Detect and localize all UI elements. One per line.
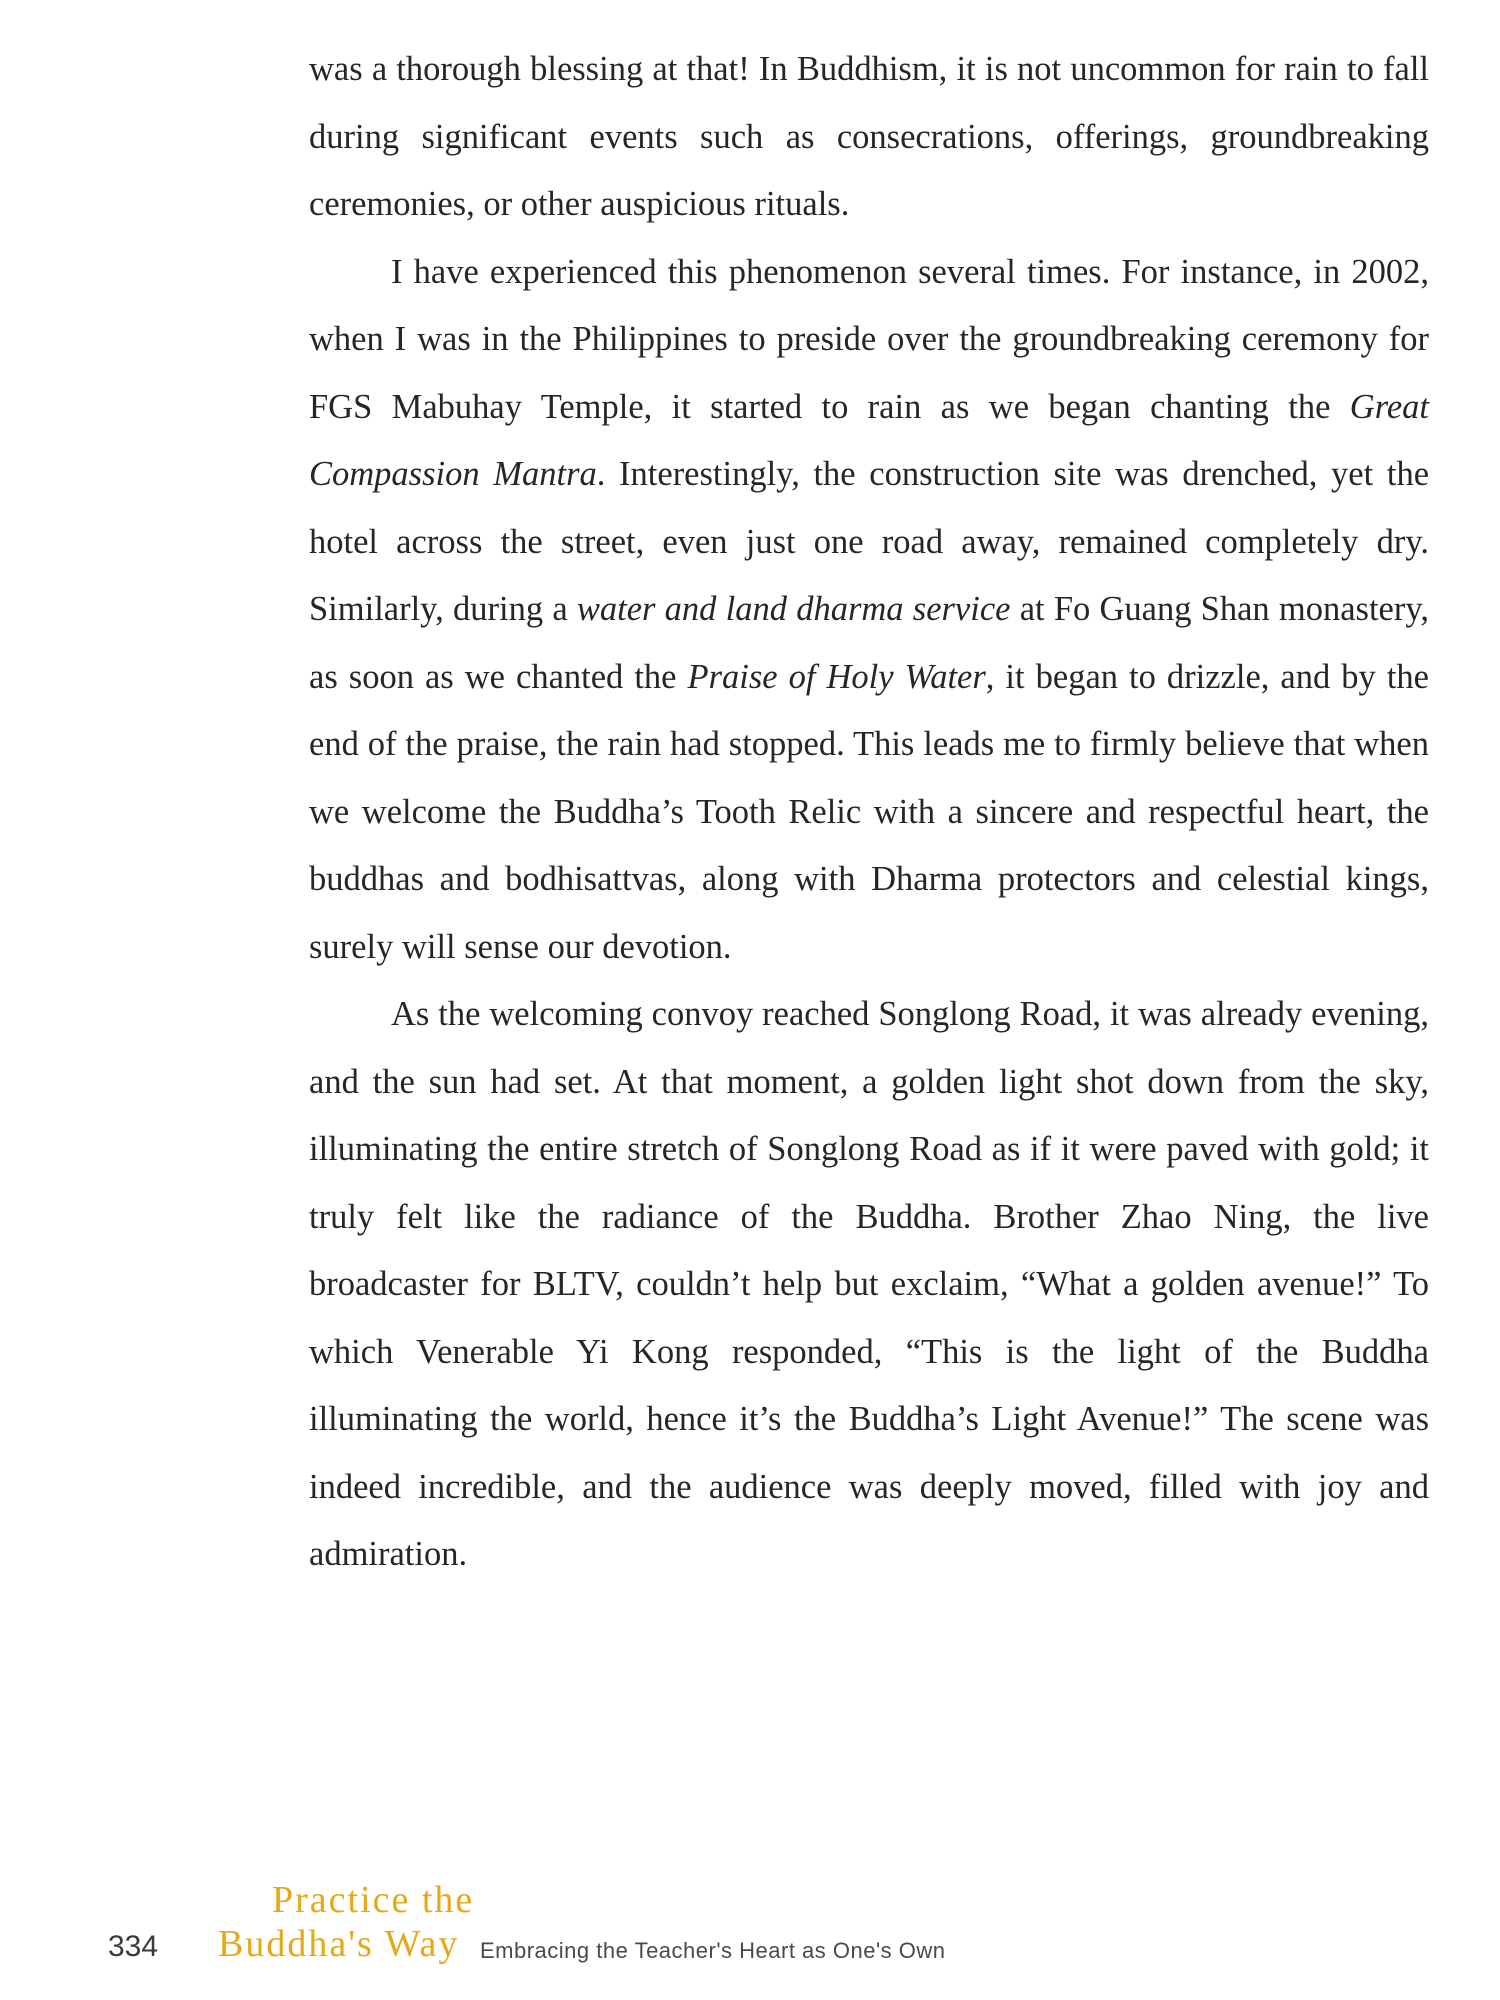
p1-seg-0: was a thorough blessing at that! In Buddhism, it is not uncommon for rain to fall during significant events such as consecrations, offerings, groundbreaking ceremonies, or other auspicious rituals. <box>309 50 1429 223</box>
p2-seg-2: . Interestingly, the construction site was drenched, yet the hotel across the street, even just one road away, remained completely dry. Similarly, during a <box>309 455 1430 628</box>
p2-seg-4: at Fo Guang Shan monastery, as soon as we chanted the <box>309 590 1429 696</box>
book-title-line-2: Buddha's Way <box>218 1923 460 1965</box>
p2-seg-0: I have experienced this phenomenon several times. For instance, in 2002, when I was in the Philippines to preside over the groundbreaking ceremony for FGS Mabuhay Temple, it started to rain as we began chanting the <box>309 252 1429 426</box>
paragraph-3 <box>309 981 1429 1589</box>
p2-seg-1-italic: Great Compassion Mantra <box>309 387 1429 493</box>
paragraph-1 <box>309 36 1429 239</box>
body-text <box>309 36 1429 1589</box>
book-title-line-1: Practice the <box>272 1879 475 1921</box>
paragraph-2 <box>309 239 1429 982</box>
p2-seg-6: , it began to drizzle, and by the end of the praise, the rain had stopped. This leads me to firmly believe that when we welcome the Buddha’s Tooth Relic with a sincere and respectful heart, the buddhas and bodhisattvas, along with Dharma protectors and celestial kings, surely will sense our devotion. <box>309 657 1429 966</box>
page-footer <box>0 1870 1500 1980</box>
p2-seg-5-italic: Praise of Holy Water <box>687 657 986 696</box>
page-number: 334 <box>108 1930 159 1963</box>
p2-seg-3-italic: water and land dharma service <box>576 590 1011 628</box>
chapter-title: Embracing the Teacher's Heart as One's Own <box>480 1938 946 1963</box>
p3-seg-0: As the welcoming convoy reached Songlong Road, it was already evening, and the sun had set. At that moment, a golden light shot down from the sky, illuminating the entire stretch of Songlong Road as if it were paved with gold; it truly felt like the radiance of the Buddha. Brother Zhao Ning, the live broadcaster for BLTV, couldn’t help but exclaim, “What a golden avenue!” To which Venerable Yi Kong responded, “This is the light of the Buddha illuminating the world, hence it’s the Buddha’s Light Avenue!” The scene was indeed incredible, and the audience was deeply moved, filled with joy and admiration. <box>309 995 1429 1573</box>
